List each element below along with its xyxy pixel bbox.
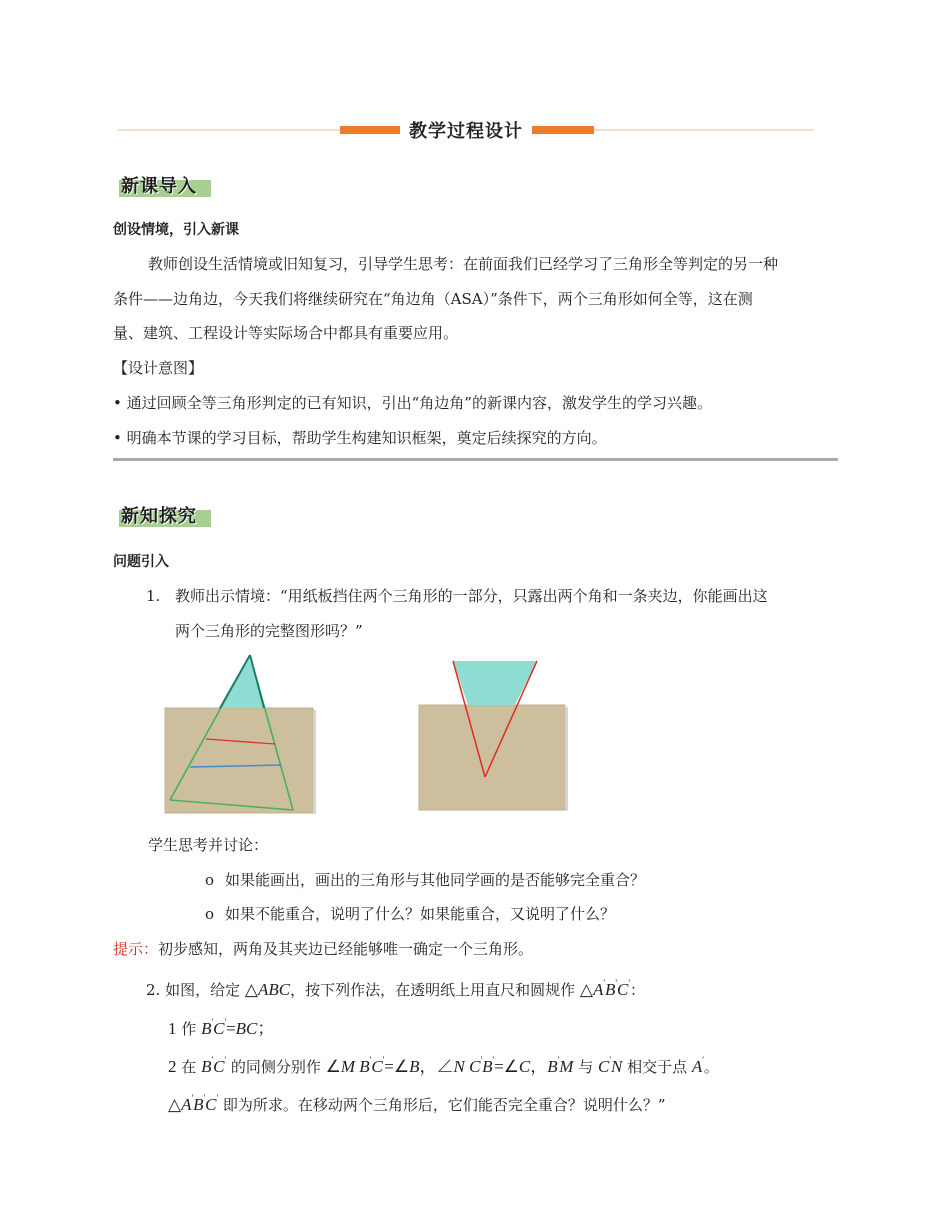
- figure-covered-triangle-1: [160, 650, 320, 820]
- cardboard-right: [419, 705, 565, 810]
- section1-heading: 创设情境，引入新课: [113, 222, 239, 238]
- section1-para-line2: 条件——边角边，今天我们将继续研究在“角边角（ASA）”条件下，两个三角形如何全等，这在测: [113, 290, 753, 308]
- point-a-prime: A': [691, 1055, 704, 1076]
- section1-para-line1: 教师创设生活情境或旧知复习，引导学生思考：在前面我们已经学习了三角形全等判定的另一种: [148, 255, 779, 273]
- final-line: [168, 1088, 666, 1115]
- header-rule-right: [594, 129, 814, 131]
- item2-end: ：: [629, 981, 645, 999]
- item2-intro: 2. 如图，给定: [146, 981, 241, 999]
- intent-bullet-1: • 通过回顾全等三角形判定的已有知识，引出“角边角”的新课内容，激发学生的学习兴趣。: [113, 394, 712, 412]
- figure-covered-triangle-2: [415, 655, 575, 815]
- discussion-prompt: 学生思考并讨论：: [148, 836, 269, 854]
- tag-label: 新课导入: [121, 176, 197, 197]
- tag-label: 新知探究: [121, 506, 197, 527]
- item1-number: 1.: [146, 587, 161, 605]
- item1-line2: 两个三角形的完整图形吗？”: [175, 622, 363, 640]
- step2-text-a: 在: [181, 1058, 197, 1076]
- final-text: 即为所求。在移动两个三角形后，它们能否完全重合？说明什么？”: [222, 1096, 666, 1114]
- hint-text: 初步感知，两角及其夹边已经能够唯一确定一个三角形。: [158, 940, 534, 958]
- design-intent-label: 【设计意图】: [113, 359, 204, 377]
- angle-equations: ∠M B'C'=∠B，∠N C'B'=∠C，B'M: [325, 1055, 574, 1076]
- ray-cn: C'N: [598, 1055, 623, 1076]
- section2-heading: 问题引入: [113, 554, 169, 570]
- header-rule-left: [118, 129, 348, 131]
- triangle-result: △A'B'C': [168, 1093, 219, 1114]
- triangle-abc-prime: △A'B'C': [579, 978, 630, 999]
- step2-text-d: 相交于点: [627, 1058, 688, 1076]
- cardboard-shadow: [565, 707, 568, 811]
- cardboard-left: [165, 708, 313, 813]
- step2-end: 。: [703, 1058, 719, 1076]
- step2-line: [168, 1050, 719, 1077]
- question-marker-1: o: [205, 871, 215, 889]
- step1-equation: B'C'=BC；: [201, 1017, 275, 1038]
- question-1: 如果能画出，画出的三角形与其他同学画的是否能够完全重合？: [225, 871, 646, 889]
- question-marker-2: o: [205, 905, 215, 923]
- item1-line1: 教师出示情境：“用纸板挡住两个三角形的一部分，只露出两个角和一条夹边，你能画出这: [175, 587, 768, 605]
- section-tag-intro: [115, 172, 211, 197]
- step2-text-c: 与: [578, 1058, 594, 1076]
- intent-bullet-2: • 明确本节课的学习目标，帮助学生构建知识框架，奠定后续探究的方向。: [113, 429, 607, 447]
- question-2: 如果不能重合，说明了什么？如果能重合，又说明了什么？: [225, 905, 616, 923]
- step2-number: 2: [168, 1057, 177, 1076]
- cardboard-shadow: [313, 710, 316, 814]
- hint-line: [113, 939, 533, 959]
- item2-middle: ，按下列作法，在透明纸上用直尺和圆规作: [290, 981, 576, 999]
- section-divider: [113, 458, 838, 461]
- header-accent-right: [532, 126, 594, 134]
- header-accent-left: [340, 126, 402, 134]
- segment-bc-prime: B'C': [201, 1055, 227, 1076]
- step1-line: [168, 1012, 274, 1039]
- step1-number: 1: [168, 1019, 177, 1038]
- item2-line: [146, 973, 645, 1000]
- step2-text-b: 的同侧分别作: [230, 1058, 321, 1076]
- step1-text: 作: [181, 1020, 197, 1038]
- visible-triangle-top: [453, 661, 537, 705]
- page-title: 教学过程设计: [400, 117, 532, 143]
- section1-para-line3: 量、建筑、工程设计等实际场合中都具有重要应用。: [113, 324, 459, 342]
- hint-label: 提示：: [113, 940, 159, 958]
- section-tag-explore: [115, 502, 211, 527]
- triangle-abc: △ABC: [244, 980, 291, 999]
